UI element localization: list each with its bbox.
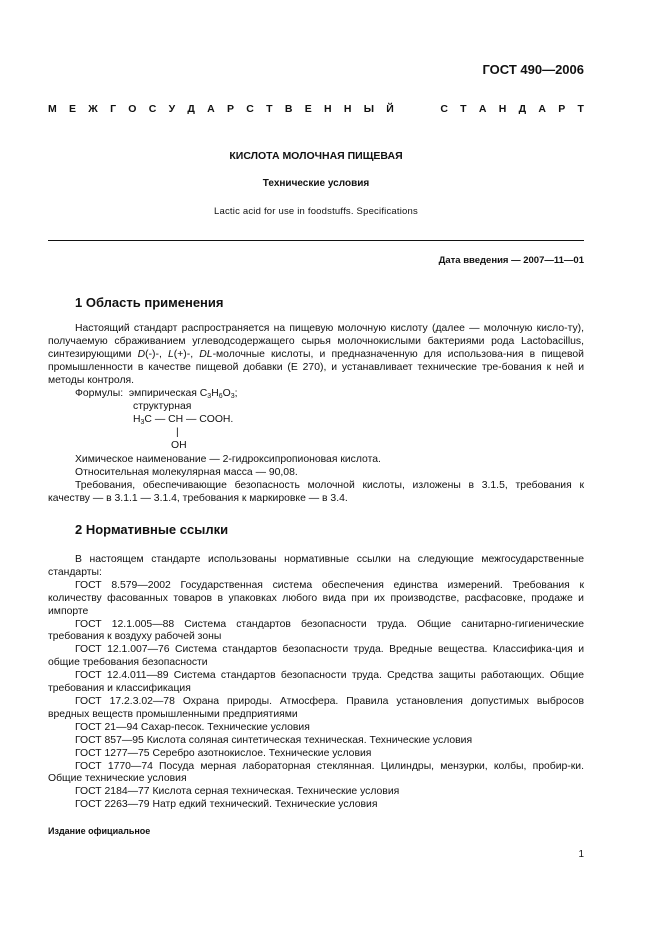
banner-letter: М bbox=[48, 103, 57, 115]
banner-letter: Д bbox=[518, 103, 527, 115]
structural-label: структурная bbox=[133, 400, 192, 412]
banner-letter: А bbox=[478, 103, 487, 115]
section-1-details bbox=[48, 454, 584, 506]
banner-letter: Р bbox=[227, 103, 235, 115]
structural-formula: $H_3C$ — CH — COOH. bbox=[133, 413, 234, 426]
section-1-scope-paragraph bbox=[48, 323, 584, 388]
structural-bond: | bbox=[176, 426, 179, 438]
document-subtitle: Технические условия bbox=[262, 178, 370, 189]
reference-item: ГОСТ 12.4.011—89 Система стандартов безопасности труда. Средства защиты работающих. Общие требования и классификация bbox=[48, 670, 584, 695]
banner-letter: С bbox=[440, 103, 448, 115]
reference-item: ГОСТ 1770—74 Посуда мерная лабораторная стеклянная. Цилиндры, мензурки, колбы, пробир-ки. Общие технические условия bbox=[48, 760, 584, 785]
requirements-paragraph: Требования, обеспечивающие безопасность молочной кислоты, изложены в 3.1.5, требования к качеству — в 3.1.1 — 3.1.4, требования к маркировке — в 3.4. bbox=[48, 479, 584, 504]
scope-text: (+)-, bbox=[173, 348, 200, 360]
formula-block bbox=[75, 388, 238, 453]
title-divider bbox=[48, 240, 584, 241]
section-2-heading: 2 Нормативные ссылки bbox=[75, 522, 229, 537]
banner-word-gap bbox=[406, 103, 428, 115]
banner-letter: В bbox=[284, 103, 293, 115]
reference-item: ГОСТ 2263—79 Натр едкий технический. Технические условия bbox=[75, 799, 378, 811]
banner-letter: Ж bbox=[88, 103, 98, 115]
interstate-standard-banner bbox=[48, 103, 584, 115]
banner-letter: А bbox=[207, 103, 215, 115]
official-edition-note: Издание официальное bbox=[48, 826, 151, 836]
banner-letter: Е bbox=[304, 103, 312, 115]
section-2-references bbox=[48, 554, 584, 812]
standard-number: ГОСТ 490—2006 bbox=[482, 62, 584, 77]
references-intro: В настоящем стандарте использованы нормативные ссылки на следующие межгосударственные стандарты: bbox=[48, 554, 584, 578]
reference-item: ГОСТ 1277—75 Серебро азотнокислое. Технические условия bbox=[75, 747, 372, 759]
scope-dl: DL bbox=[199, 348, 213, 360]
banner-letter: Н bbox=[498, 103, 507, 115]
banner-letter: Е bbox=[69, 103, 77, 115]
banner-letter: Г bbox=[110, 103, 117, 115]
reference-item: ГОСТ 21—94 Сахар-песок. Технические условия bbox=[75, 721, 310, 733]
banner-letter: Й bbox=[386, 103, 394, 115]
scope-d: D bbox=[137, 348, 146, 360]
banner-letter: Н bbox=[343, 103, 352, 115]
banner-letter: Т bbox=[460, 103, 467, 115]
scope-l: L bbox=[168, 348, 174, 360]
banner-letter: С bbox=[246, 103, 254, 115]
reference-item: ГОСТ 17.2.3.02—78 Охрана природы. Атмосфера. Правила установления допустимых выбросов вредных веществ промышленными предприятиями bbox=[48, 695, 584, 720]
reference-item: ГОСТ 857—95 Кислота соляная синтетическая техническая. Технические условия bbox=[75, 734, 473, 746]
scope-text: -молочные кислоты, и предназначенную для использова-ния в пищевой промышленности в качестве пищевой добавки (Е 270), и устанавливает технические тре-бования к ней и методы контроля. bbox=[48, 348, 584, 386]
reference-item: ГОСТ 2184—77 Кислота серная техническая. Технические условия bbox=[75, 786, 400, 798]
introduction-date: Дата введения — 2007—11—01 bbox=[438, 255, 584, 266]
document-title: КИСЛОТА МОЛОЧНАЯ ПИЩЕВАЯ bbox=[229, 150, 403, 162]
reference-item: ГОСТ 12.1.005—88 Система стандартов безопасности труда. Общие санитарно-гигиенические требования к воздуху рабочей зоны bbox=[48, 618, 584, 643]
chemical-name: Химическое наименование — 2-гидроксипропионовая кислота. bbox=[75, 454, 381, 465]
reference-item: ГОСТ 12.1.007—76 Система стандартов безопасности труда. Вредные вещества. Классифика-ция и общие требования безопасности bbox=[48, 644, 584, 669]
page-number: 1 bbox=[578, 849, 584, 860]
banner-letter: Н bbox=[323, 103, 332, 115]
empirical-formula: Формулы: эмпирическая $C_3H_6O_3$; bbox=[75, 388, 238, 400]
molecular-mass: Относительная молекулярная масса — 90,08. bbox=[75, 466, 298, 478]
structural-oh: OH bbox=[171, 439, 187, 451]
banner-letter: С bbox=[148, 103, 157, 115]
banner-letter: У bbox=[168, 103, 176, 115]
banner-letter: Р bbox=[558, 103, 566, 115]
banner-letter: О bbox=[128, 103, 137, 115]
banner-letter: Т bbox=[266, 103, 273, 115]
section-1-heading: 1 Область применения bbox=[75, 295, 224, 310]
reference-item: ГОСТ 8.579—2002 Государственная система обеспечения единства измерений. Требования к количеству фасованных товаров в упаковках любого вида при их производстве, расфасовке, продаже и импорте bbox=[48, 579, 584, 617]
banner-letter: Ы bbox=[363, 103, 374, 115]
scope-text: Настоящий стандарт распространяется на пищевую молочную кислоту (далее — молочную кисло-ту), получаемую сбраживанием углеводсодержащего сырья молочнокислыми бактериями рода Lactobacillus, синтезирующими bbox=[48, 323, 584, 360]
banner-letter: Т bbox=[577, 103, 584, 115]
banner-letter: Д bbox=[187, 103, 195, 115]
scope-text: (-)-, bbox=[145, 348, 168, 360]
english-title: Lactic acid for use in foodstuffs. Specifications bbox=[214, 206, 418, 217]
banner-letter: А bbox=[538, 103, 546, 115]
